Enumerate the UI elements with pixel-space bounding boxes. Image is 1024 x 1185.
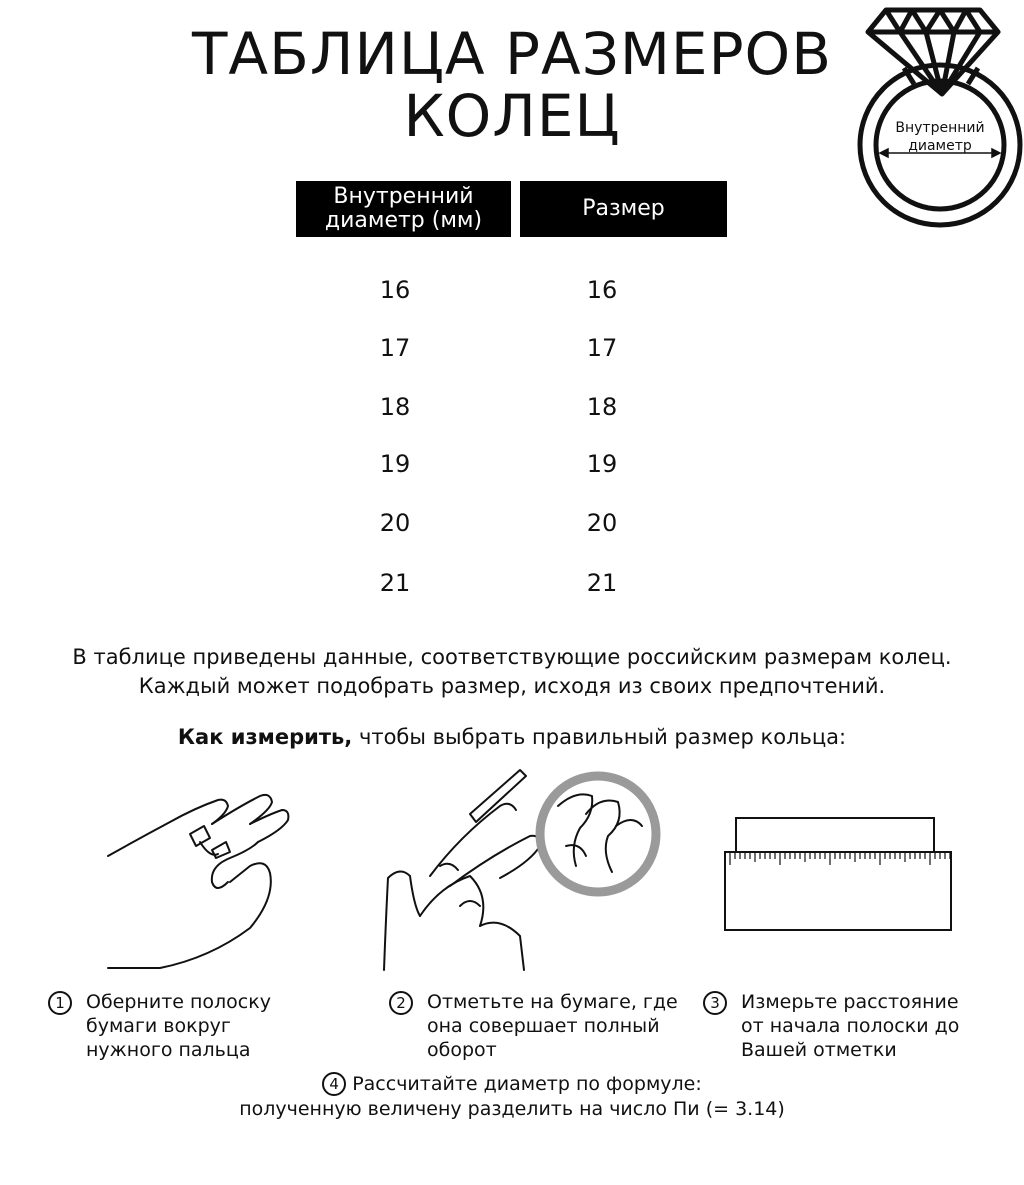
header-size (520, 181, 727, 237)
step-number-icon: 3 (703, 991, 727, 1015)
size-cell: 17 (586, 334, 618, 362)
ring-diagram (856, 2, 1024, 228)
size-cell: 20 (586, 509, 618, 537)
hand-wrap-illustration (100, 778, 300, 974)
diagram-label-line-2: диаметр (908, 138, 972, 154)
step-text: Оберните полоску бумаги вокруг нужного пальца (86, 991, 271, 1061)
header-inner-diameter (296, 181, 511, 237)
step-1 (48, 990, 271, 1062)
diameter-cell: 21 (379, 569, 411, 597)
diameter-cell: 17 (379, 334, 411, 362)
how-to-measure-heading (0, 722, 1024, 752)
formula-line-2: полученную величену разделить на число Пи (= 3.14) (239, 1097, 785, 1120)
how-to-bold: Как измерить, (177, 725, 353, 749)
formula-line-1: Рассчитайте диаметр по формуле: (352, 1072, 702, 1095)
note-line-2: Каждый может подобрать размер, исходя из своих предпочтений. (138, 674, 886, 698)
table-row (0, 566, 1024, 600)
step-3 (703, 990, 959, 1062)
ruler-illustration (720, 816, 954, 936)
step-2 (389, 990, 678, 1062)
diagram-label-line-1: Внутренний (895, 120, 985, 136)
size-cell: 19 (586, 450, 618, 478)
step-text: Измерьте расстояние от начала полоски до Вашей отметки (741, 991, 960, 1061)
size-cell: 16 (586, 276, 618, 304)
header-inner-diameter-label: Внутренний диаметр (мм) (324, 184, 483, 233)
title-line-1: ТАБЛИЦА РАЗМЕРОВ (192, 20, 832, 88)
size-cell: 21 (586, 569, 618, 597)
header-size-label: Размер (582, 196, 665, 221)
diameter-cell: 19 (379, 450, 411, 478)
table-row (0, 390, 1024, 424)
title-line-2: КОЛЕЦ (403, 82, 621, 150)
table-row (0, 506, 1024, 540)
how-to-rest: чтобы выбрать правильный размер кольца: (352, 725, 847, 749)
diameter-cell: 16 (379, 276, 411, 304)
hands-marking-illustration (380, 766, 670, 976)
table-row (0, 273, 1024, 307)
step-number-icon: 2 (389, 991, 413, 1015)
diameter-cell: 20 (379, 509, 411, 537)
note-line-1: В таблице приведены данные, соответствующие российским размерам колец. (72, 645, 952, 669)
step-number-icon: 1 (48, 991, 72, 1015)
diameter-cell: 18 (379, 393, 411, 421)
table-row (0, 331, 1024, 365)
size-cell: 18 (586, 393, 618, 421)
step-text: Отметьте на бумаге, где она совершает полный оборот (427, 991, 678, 1061)
step-number-icon: 4 (322, 1072, 346, 1096)
formula-step (0, 1071, 1024, 1122)
table-row (0, 447, 1024, 481)
